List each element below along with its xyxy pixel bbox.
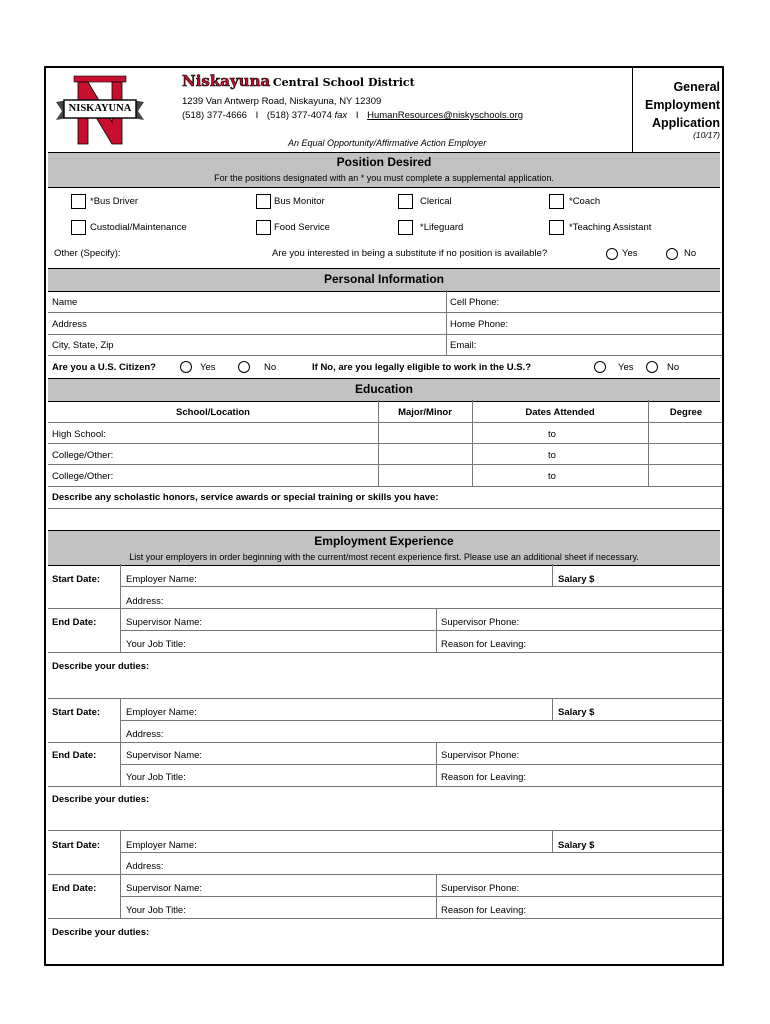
honors-label: Describe any scholastic honors, service awards or special training or skills you have: — [52, 492, 439, 503]
option-label: Custodial/Maintenance — [90, 222, 187, 233]
start-date-label: Start Date: — [52, 574, 101, 585]
education-section-header — [48, 378, 720, 402]
option-label: Bus Monitor — [274, 196, 325, 207]
reason-leaving-label: Reason for Leaving: — [441, 639, 527, 650]
home-phone-label: Home Phone: — [450, 319, 509, 330]
eligible-no-radio[interactable] — [646, 361, 658, 373]
radio-label: No — [684, 248, 697, 259]
option-label: *Bus Driver — [90, 196, 139, 207]
district-address: 1239 Van Antwerp Road, Niskayuna, NY 12309 — [182, 96, 382, 107]
position-section-header — [48, 152, 720, 188]
radio-label: Yes — [622, 248, 638, 259]
district-logo — [54, 74, 146, 146]
dates-to: to — [548, 471, 556, 482]
education-title: Education — [354, 382, 413, 396]
option-label: Food Service — [274, 222, 330, 233]
end-date-label: End Date: — [52, 750, 97, 761]
edu-row-label: College/Other: — [52, 450, 114, 461]
email-label: Email: — [450, 340, 477, 351]
checkbox-bus-driver[interactable] — [71, 194, 86, 209]
district-name: Niskayuna Central School District — [182, 72, 415, 90]
end-date-label: End Date: — [52, 617, 97, 628]
application-form — [44, 66, 724, 966]
personal-section-header — [48, 268, 720, 292]
employer-address-label: Address: — [126, 596, 164, 607]
hr-email-link[interactable]: HumanResources@niskyschools.org — [367, 110, 524, 121]
col-header-school: School/Location — [176, 407, 250, 418]
city-label: City, State, Zip — [52, 340, 114, 351]
eoe-statement: An Equal Opportunity/Affirmative Action Employer — [288, 138, 487, 148]
eligible-yes-radio[interactable] — [594, 361, 606, 373]
reason-leaving-label: Reason for Leaving: — [441, 905, 527, 916]
logo-banner-text: NISKAYUNA — [68, 103, 132, 114]
supervisor-phone-label: Supervisor Phone: — [441, 617, 520, 628]
job-title-label: Your Job Title: — [126, 772, 186, 783]
form-title: General Employment Application — [644, 80, 720, 130]
start-date-label: Start Date: — [52, 707, 101, 718]
employer-name-label: Employer Name: — [126, 707, 197, 718]
edu-row-label: High School: — [52, 429, 106, 440]
supervisor-phone-label: Supervisor Phone: — [441, 750, 520, 761]
employer-address-label: Address: — [126, 861, 164, 872]
salary-label: Salary $ — [558, 574, 595, 585]
supervisor-phone-label: Supervisor Phone: — [441, 883, 520, 894]
supervisor-name-label: Supervisor Name: — [126, 883, 203, 894]
duties-label: Describe your duties: — [52, 927, 150, 938]
checkbox-lifeguard[interactable] — [398, 220, 413, 235]
radio-label: No — [667, 362, 680, 373]
radio-label: Yes — [618, 362, 634, 373]
employment-title: Employment Experience — [314, 534, 454, 548]
employment-section-header — [48, 530, 720, 566]
checkbox-clerical[interactable] — [398, 194, 413, 209]
col-header-degree: Degree — [669, 407, 703, 418]
reason-leaving-label: Reason for Leaving: — [441, 772, 527, 783]
substitute-yes-radio[interactable] — [606, 248, 618, 260]
checkbox-bus-monitor[interactable] — [256, 194, 271, 209]
substitute-question: Are you interested in being a substitute if no position is available? — [272, 248, 548, 259]
job-title-label: Your Job Title: — [126, 905, 186, 916]
eligible-question: If No, are you legally eligible to work in the U.S.? — [312, 362, 532, 373]
personal-title: Personal Information — [323, 272, 445, 286]
citizen-no-radio[interactable] — [238, 361, 250, 373]
address-label: Address — [52, 319, 87, 330]
supervisor-name-label: Supervisor Name: — [126, 750, 203, 761]
option-label: *Coach — [569, 196, 601, 207]
district-contact: (518) 377-4666 I (518) 377-4074 fax I HumanResources@niskyschools.org — [182, 110, 524, 121]
position-title: Position Desired — [336, 155, 432, 169]
col-header-dates: Dates Attended — [525, 407, 595, 418]
radio-label: Yes — [200, 362, 216, 373]
checkbox-teaching-assistant[interactable] — [549, 220, 564, 235]
duties-label: Describe your duties: — [52, 794, 150, 805]
position-subtitle: For the positions designated with an * you must complete a supplemental application. — [214, 173, 554, 183]
option-label: *Teaching Assistant — [569, 222, 652, 233]
checkbox-food-service[interactable] — [256, 220, 271, 235]
salary-label: Salary $ — [558, 707, 595, 718]
radio-label: No — [264, 362, 277, 373]
citizen-yes-radio[interactable] — [180, 361, 192, 373]
name-label: Name — [52, 297, 78, 308]
job-title-label: Your Job Title: — [126, 639, 186, 650]
col-header-major: Major/Minor — [398, 407, 452, 418]
salary-label: Salary $ — [558, 840, 595, 851]
cell-phone-label: Cell Phone: — [450, 297, 500, 308]
employer-address-label: Address: — [126, 729, 164, 740]
option-label: *Lifeguard — [420, 222, 464, 233]
form-revision: (10/17) — [693, 130, 720, 140]
checkbox-coach[interactable] — [549, 194, 564, 209]
other-specify-label: Other (Specify): — [54, 248, 121, 259]
citizen-question: Are you a U.S. Citizen? — [52, 362, 156, 373]
end-date-label: End Date: — [52, 883, 97, 894]
dates-to: to — [548, 450, 556, 461]
supervisor-name-label: Supervisor Name: — [126, 617, 203, 628]
employer-name-label: Employer Name: — [126, 840, 197, 851]
edu-row-label: College/Other: — [52, 471, 114, 482]
employment-subtitle: List your employers in order beginning with the current/most recent experience first. Please use an additional sheet if necessary. — [129, 552, 639, 562]
substitute-no-radio[interactable] — [666, 248, 678, 260]
checkbox-custodial[interactable] — [71, 220, 86, 235]
option-label: Clerical — [420, 196, 452, 207]
employer-name-label: Employer Name: — [126, 574, 197, 585]
duties-label: Describe your duties: — [52, 661, 150, 672]
dates-to: to — [548, 429, 556, 440]
start-date-label: Start Date: — [52, 840, 101, 851]
